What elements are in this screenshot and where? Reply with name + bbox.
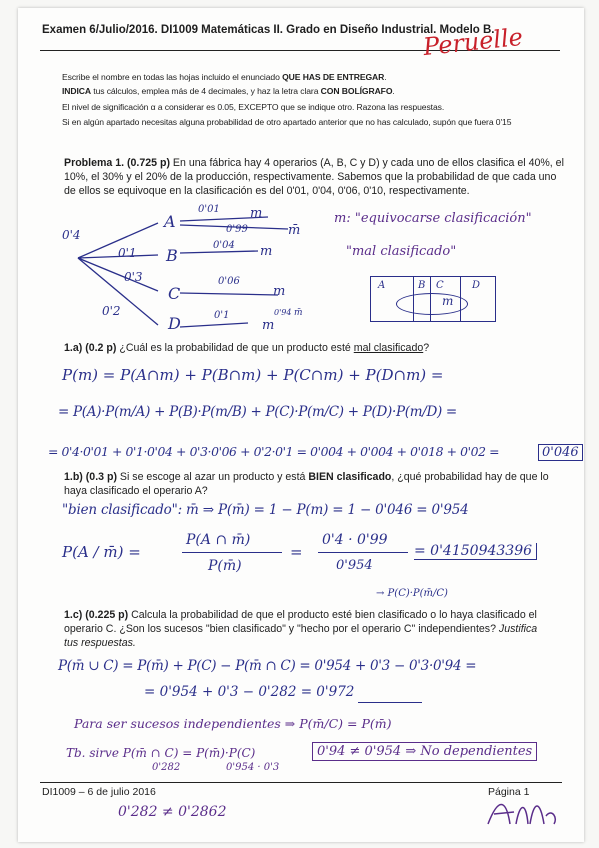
branch-prob-d: 0'2 (102, 304, 121, 318)
grader-initials (484, 794, 564, 830)
final-comparison: 0'282 ≠ 0'2862 (118, 804, 227, 820)
answer-1a-line-1: P(m) = P(A∩m) + P(B∩m) + P(C∩m) + P(D∩m) = (62, 366, 444, 384)
m-label-a: m (250, 206, 263, 221)
m-label-d: m (262, 318, 275, 333)
partition-cell-b: B (418, 280, 426, 291)
answer-1b-line-1: "bien clasificado": m̄ ⇒ P(m̄) = 1 − P(m) = 1 − 0'046 = 0'954 (62, 502, 469, 518)
node-b: B (166, 246, 178, 265)
answer-1b-side-note: → P(C)·P(m̄/C) (376, 588, 448, 599)
instruction-line-1: Escribe el nombre en todas las hojas incluido el enunciado QUE HAS DE ENTREGAR. (62, 72, 387, 82)
exam-page (18, 8, 584, 842)
question-1c-line-2: operario C. ¿Son los sucesos "bien clasificado" y "hecho por el operario C" independientes? Justifica (64, 623, 538, 635)
question-1b: 1.b) (0.3 p) Si se escoge al azar un producto y está BIEN clasificado, ¿qué probabilidad hay de que lo haya clasificado el operario A? (64, 471, 549, 497)
partition-cell-a: A (378, 280, 386, 291)
event-m-label: m (442, 294, 454, 308)
answer-1a-line-2: = P(A)·P(m/A) + P(B)·P(m/B) + P(C)·P(m/C) + P(D)·P(m/D) = (58, 404, 457, 420)
m-label-c: m (273, 284, 286, 299)
mbar-prob-a: 0'99 (226, 224, 248, 235)
m-prob-c: 0'06 (218, 276, 240, 287)
fraction-bar-1 (182, 552, 282, 553)
mbar-label-d: m̄ (294, 308, 303, 318)
independence-condition: Para ser sucesos independientes ⇒ P(m̄/C) = P(m̄) (74, 716, 392, 731)
branch-prob-c: 0'3 (124, 270, 143, 284)
answer-1c-line-2: = 0'954 + 0'3 − 0'282 = 0'972 (144, 684, 355, 700)
question-1a: 1.a) (0.2 p) ¿Cuál es la probabilidad de que un producto esté mal clasificado? (64, 342, 430, 354)
probability-tree (58, 203, 358, 343)
mbar-label-a: m̄ (288, 223, 301, 238)
definition-mal-clasificado: "mal clasificado" (346, 244, 457, 259)
m-prob-a: 0'01 (198, 204, 220, 215)
exam-title: Examen 6/Julio/2016. DI1009 Matemáticas II. Grado en Diseño Industrial. Modelo B. (42, 24, 495, 36)
partition-cell-d: D (472, 280, 481, 291)
question-1c-line-3: tus respuestas. (64, 637, 136, 649)
node-c: C (168, 284, 181, 303)
question-1c-line-1: 1.c) (0.225 p) Calcula la probabilidad de que el producto esté bien clasificado o lo haya clasificado el (64, 609, 537, 621)
answer-1c-underline (358, 702, 422, 703)
m-label-b: m (260, 244, 273, 259)
answer-1b-result: = 0'4150943396 (414, 543, 537, 560)
answer-1b-denominator-1: P(m̄) (208, 558, 242, 574)
answer-1b-lhs: P(A / m̄) = (62, 543, 141, 561)
m-prob-d: 0'1 (214, 310, 230, 321)
m-prob-b: 0'04 (213, 240, 235, 251)
mbar-prob-d: 0'94 (274, 308, 292, 317)
answer-1a-result: 0'046 (538, 444, 583, 461)
handwritten-signature: Peruelle (421, 22, 525, 62)
answer-1b-numerator-1: P(A ∩ m̄) (186, 532, 251, 548)
answer-1b-numerator-2: 0'4 · 0'99 (322, 532, 388, 548)
answer-1c-line-1: P(m̄ ∪ C) = P(m̄) + P(C) − P(m̄ ∩ C) = 0'954 + 0'3 − 0'3·0'94 = (58, 658, 477, 674)
independence-alt-condition: Tb. sirve P(m̄ ∩ C) = P(m̄)·P(C) (66, 746, 256, 760)
fraction-bar-2 (318, 552, 408, 553)
instruction-line-2: INDICA tus cálculos, emplea más de 4 decimales, y haz la letra clara CON BOLÍGRAFO. (62, 86, 395, 96)
footer-rule (40, 782, 562, 783)
instruction-line-3: El nivel de significación α a considerar es 0.05, EXCEPTO que se indique otro. Razona las respuestas. (62, 102, 445, 112)
independence-alt-value-2: 0'954 · 0'3 (226, 762, 280, 773)
answer-1a-line-3: = 0'4·0'01 + 0'1·0'04 + 0'3·0'06 + 0'2·0'1 = 0'004 + 0'004 + 0'018 + 0'02 = (48, 444, 500, 459)
node-d: D (168, 314, 181, 333)
footer-page-number: Página 1 (488, 786, 530, 798)
event-m-ellipse (396, 293, 468, 315)
definition-m: m: "equivocarse clasificación" (334, 211, 532, 226)
partition-cell-c: C (436, 280, 444, 291)
problem-1-statement: Problema 1. (0.725 p) En una fábrica hay 4 operarios (A, B, C y D) y cada uno de ellos clasifica el 40%, el 10%, el 30% y el 20% de la producción, respectivamente. Sabemos que la probabilidad de que cada uno de ellos se equivoque en la clasificación es del 0'01, 0'04, 0'06, 0'10, respectivamente. (64, 157, 564, 197)
branch-prob-b: 0'1 (118, 246, 137, 260)
independence-conclusion: 0'94 ≠ 0'954 ⇒ No dependientes (312, 742, 537, 761)
independence-alt-value-1: 0'282 (152, 762, 181, 773)
instruction-line-4: Si en algún apartado necesitas alguna probabilidad de otro apartado anterior que no has calculado, supón que fuera 0'15 (62, 117, 512, 127)
node-a: A (164, 212, 176, 231)
answer-1b-denominator-2: 0'954 (336, 558, 373, 573)
footer-course-date: DI1009 – 6 de julio 2016 (42, 786, 156, 798)
branch-prob-a: 0'4 (62, 228, 81, 242)
equals-sign: = (290, 543, 303, 561)
